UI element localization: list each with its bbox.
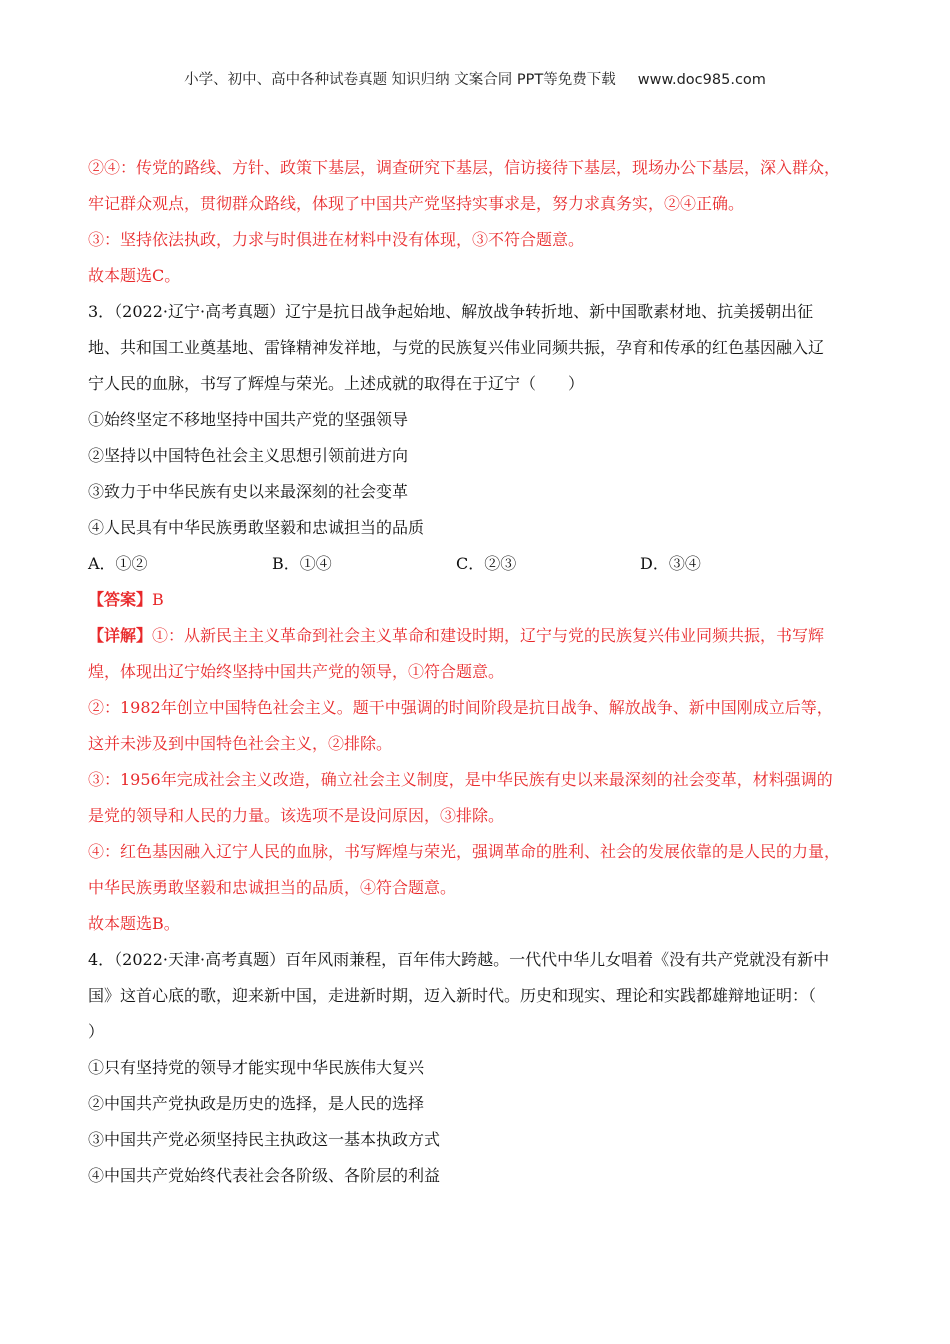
- detail-line: 中华民族勇敢坚毅和忠诚担当的品质，④符合题意。: [88, 878, 457, 897]
- detail-line: ③：1956年完成社会主义改造，确立社会主义制度，是中华民族有史以来最深刻的社会变革，材料强调的: [88, 770, 833, 789]
- option-b: B．①④: [272, 554, 332, 573]
- detail-line: 煌，体现出辽宁始终坚持中国共产党的领导，①符合题意。: [88, 662, 505, 681]
- detail-tag: 【详解】: [88, 626, 153, 645]
- detail-line: 是党的领导和人民的力量。该选项不是设问原因，③排除。: [88, 806, 505, 825]
- question-3-stem: 地、共和国工业奠基地、雷锋精神发祥地，与党的民族复兴伟业同频共振，孕育和传承的红色基因融入辽: [88, 338, 825, 357]
- conclusion-line: 故本题选C。: [88, 266, 181, 285]
- conclusion-line: 故本题选B。: [88, 914, 180, 933]
- question-3-item: ③致力于中华民族有史以来最深刻的社会变革: [88, 482, 409, 501]
- question-4-item: ①只有坚持党的领导才能实现中华民族伟大复兴: [88, 1058, 425, 1077]
- detail-line: ④：红色基因融入辽宁人民的血脉，书写辉煌与荣光，强调革命的胜利、社会的发展依靠的是人民的力量，: [88, 842, 841, 861]
- detail-line: [88, 618, 878, 654]
- answer-tag: 【答案】: [88, 590, 153, 609]
- answer-line: [88, 582, 878, 618]
- explanation-line: ③：坚持依法执政，力求与时俱进在材料中没有体现，③不符合题意。: [88, 230, 585, 249]
- question-3-item: ①始终坚定不移地坚持中国共产党的坚强领导: [88, 410, 409, 429]
- explanation-line: 牢记群众观点，贯彻群众路线，体现了中国共产党坚持实事求是，努力求真务实，②④正确。: [88, 194, 745, 213]
- question-4-item: ②中国共产党执政是历史的选择，是人民的选择: [88, 1094, 425, 1113]
- option-c: C．②③: [456, 554, 517, 573]
- detail-line: 这并未涉及到中国特色社会主义，②排除。: [88, 734, 393, 753]
- answer-value: B: [152, 590, 164, 609]
- page-header: [0, 68, 950, 89]
- detail-line: ②：1982年创立中国特色社会主义。题干中强调的时间阶段是抗日战争、解放战争、新中国刚成立后等，: [88, 698, 833, 717]
- question-4-item: ③中国共产党必须坚持民主执政这一基本执政方式: [88, 1130, 441, 1149]
- explanation-line: ②④：传党的路线、方针、政策下基层，调查研究下基层，信访接待下基层，现场办公下基层，深入群众，: [88, 158, 841, 177]
- question-3-options: [88, 546, 878, 582]
- question-3-item: ④人民具有中华民族勇敢坚毅和忠诚担当的品质: [88, 518, 425, 537]
- question-3-stem: 宁人民的血脉，书写了辉煌与荣光。上述成就的取得在于辽宁（ ）: [88, 374, 585, 393]
- question-4-stem: 4．（2022·天津·高考真题）百年风雨兼程，百年伟大跨越。一代代中华儿女唱着《没有共产党就没有新中: [88, 950, 830, 969]
- question-4-stem: 国》这首心底的歌，迎来新中国，走进新时期，迈入新时代。历史和现实、理论和实践都雄辩地证明：（: [88, 986, 817, 1005]
- document-body: [88, 150, 878, 1194]
- header-site: www.doc985.com: [637, 72, 766, 88]
- detail-text: ①：从新民主主义革命到社会主义革命和建设时期，辽宁与党的民族复兴伟业同频共振，书写辉: [152, 626, 825, 645]
- question-4-stem: ）: [88, 1022, 105, 1041]
- option-d: D．③④: [640, 554, 701, 573]
- option-a: A．①②: [88, 554, 148, 573]
- header-text: 小学、初中、高中各种试卷真题 知识归纳 文案合同 PPT等免费下载: [184, 72, 616, 88]
- question-4-item: ④中国共产党始终代表社会各阶级、各阶层的利益: [88, 1166, 441, 1185]
- question-3-item: ②坚持以中国特色社会主义思想引领前进方向: [88, 446, 409, 465]
- question-3-stem: 3．（2022·辽宁·高考真题）辽宁是抗日战争起始地、解放战争转折地、新中国歌素材地、抗美援朝出征: [88, 302, 814, 321]
